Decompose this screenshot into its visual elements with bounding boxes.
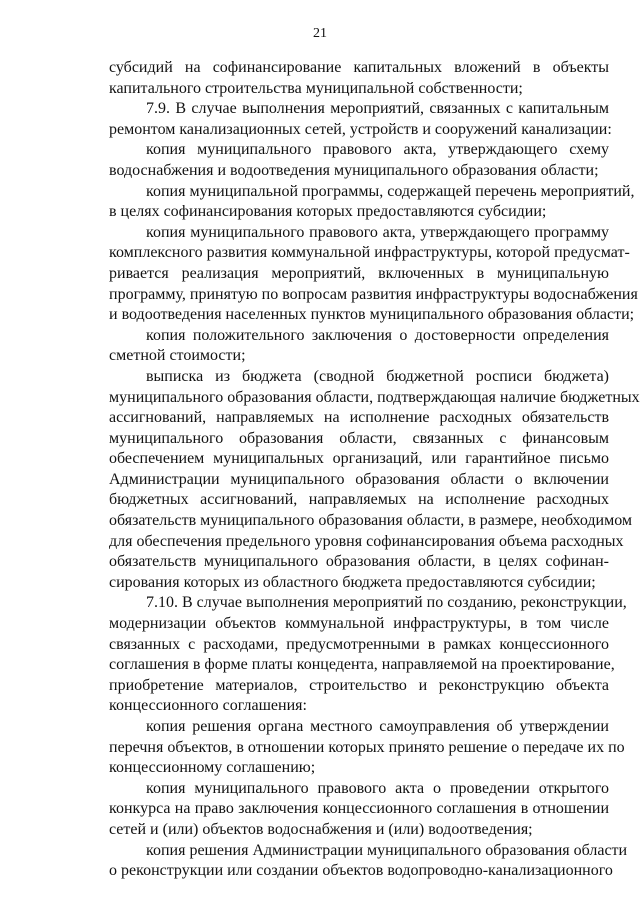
- text-line: выписка из бюджета (сводной бюджетной росписи бюджета): [146, 367, 609, 385]
- page-number: 21: [313, 26, 327, 41]
- text-line: муниципального образования области, связанных с финансовым: [109, 429, 609, 447]
- text-line: ремонтом канализационных сетей, устройств и сооружений канализации:: [109, 120, 612, 138]
- text-line: копия положительного заключения о достоверности определения: [146, 326, 609, 344]
- text-line: копия муниципального правового акта о проведении открытого: [146, 779, 609, 797]
- text-line: о реконструкции или создании объектов водопроводно-канализационного: [109, 862, 613, 880]
- text-line: сетей и (или) объектов водоснабжения и (или) водоотведения;: [109, 820, 533, 838]
- text-line: капитального строительства муниципальной собственности;: [109, 79, 523, 97]
- text-line: концессионного соглашения:: [109, 697, 307, 715]
- text-line: сметной стоимости;: [109, 347, 246, 365]
- text-line: связанных с расходами, предусмотренными в рамках концессионного: [109, 635, 609, 653]
- text-line: 7.9. В случае выполнения мероприятий, связанных с капитальным: [146, 100, 609, 118]
- text-line: обязательств муниципального образования области, в размере, необходимом: [109, 512, 633, 530]
- text-line: концессионному соглашению;: [109, 759, 316, 777]
- text-line: приобретение материалов, строительство и реконструкцию объекта: [109, 676, 609, 694]
- text-line: соглашения в форме платы концедента, направляемой на проектирование,: [109, 656, 615, 674]
- text-line: ривается реализация мероприятий, включенных в муниципальную: [109, 264, 609, 282]
- text-line: перечня объектов, в отношении которых принято решение о передаче их по: [109, 738, 625, 756]
- document-body: [109, 58, 640, 882]
- text-line: ассигнований, направляемых на исполнение расходных обязательств: [109, 409, 609, 427]
- text-line: Администрации муниципального образования области о включении: [109, 470, 609, 488]
- text-line: копия решения органа местного самоуправления об утверждении: [146, 718, 609, 735]
- text-line: копия муниципального правового акта, утверждающего программу: [146, 223, 609, 241]
- text-line: обязательств муниципального образования области, в целях софинан-: [109, 553, 609, 571]
- text-line: и водоотведения населенных пунктов муниципального образования области;: [109, 306, 635, 324]
- text-line: сирования которых из областного бюджета предоставляются субсидии;: [109, 573, 596, 591]
- text-line: субсидий на софинансирование капитальных вложений в объекты: [109, 59, 609, 76]
- text-line: бюджетных ассигнований, направляемых на исполнение расходных: [109, 491, 609, 509]
- text-line: водоснабжения и водоотведения муниципального образования области;: [109, 161, 599, 179]
- text-line: копия муниципального правового акта, утверждающего схему: [146, 141, 609, 159]
- text-line: копия муниципальной программы, содержащей перечень мероприятий,: [146, 182, 635, 200]
- text-line: обеспечением муниципальных организаций, или гарантийное письмо: [109, 450, 609, 468]
- text-line: комплексного развития коммунальной инфраструктуры, которой предусмат-: [109, 244, 630, 262]
- text-line: в целях софинансирования которых предоставляются субсидии;: [109, 203, 547, 221]
- text-line: 7.10. В случае выполнения мероприятий по созданию, реконструкции,: [146, 594, 627, 612]
- text-line: модернизации объектов коммунальной инфраструктуры, в том числе: [109, 615, 609, 633]
- text-line: копия решения Администрации муниципального образования области: [146, 841, 628, 859]
- text-line: конкурса на право заключения концессионного соглашения в отношении: [109, 800, 609, 818]
- text-line: муниципального образования области, подтверждающая наличие бюджетных: [109, 388, 640, 406]
- text-line: для обеспечения предельного уровня софинансирования объема расходных: [109, 532, 624, 550]
- text-line: программу, принятую по вопросам развития инфраструктуры водоснабжения: [109, 285, 638, 303]
